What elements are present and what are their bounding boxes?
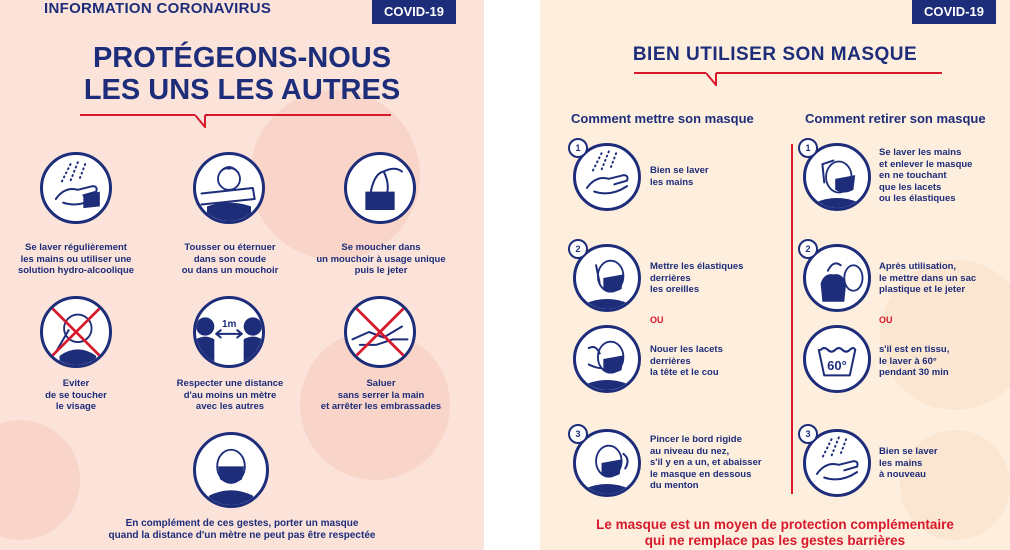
mask-laces-icon: [573, 325, 641, 393]
step-number: 2: [798, 239, 818, 259]
put-step-2a-text: Mettre les élastiques derrières les oreilles: [650, 261, 744, 295]
speech-bubble-tail: [706, 72, 728, 86]
step-number: 3: [568, 424, 588, 444]
right-poster: [540, 0, 1010, 550]
gesture-caption-1: Se laver régulièrement les mains ou utiliser une solution hydro-alcoolique: [17, 242, 135, 276]
remove-step-3-text: Bien se laver les mains à nouveau: [879, 446, 938, 480]
step-number: 1: [568, 138, 588, 158]
mask-recommendation: En complément de ces gestes, porter un masque quand la distance d'un mètre ne peut pas être respectée: [108, 518, 376, 541]
title-line-1: PROTÉGEONS-NOUS: [92, 42, 392, 74]
mask-warning: Le masque est un moyen de protection complémentaire qui ne remplace pas les gestes barrières: [596, 517, 954, 548]
cough-elbow-icon: [193, 152, 265, 224]
column-divider: [791, 144, 793, 494]
step-number: 3: [798, 424, 818, 444]
remove-step-2a-text: Après utilisation, le mettre dans un sac plastique et le jeter: [879, 261, 977, 295]
tissue-icon: [344, 152, 416, 224]
title-underline: [205, 114, 391, 116]
step-number: 2: [568, 239, 588, 259]
remove-step-1-text: Se laver les mains et enlever le masque en ne touchant que les lacets ou les élastiques: [879, 147, 973, 204]
gesture-caption-3: Se moucher dans un mouchoir à usage unique puis le jeter: [316, 242, 446, 276]
left-poster: [0, 0, 484, 550]
no-handshake-icon: [344, 296, 416, 368]
speech-bubble-tail: [195, 114, 217, 128]
gesture-caption-5: Respecter une distance d'au moins un mètre avec les autres: [176, 378, 284, 412]
distance-label: 1m: [222, 319, 237, 330]
put-step-1-text: Bien se laver les mains: [650, 165, 709, 188]
mask-poster-title: BIEN UTILISER SON MASQUE: [632, 44, 918, 65]
gesture-caption-6: Saluer sans serrer la main et arrêter les embrassades: [320, 378, 442, 412]
or-separator: OU: [650, 315, 664, 325]
wash-60-icon: [803, 325, 871, 393]
gesture-caption-2: Tousser ou éternuer dans son coude ou dans un mouchoir: [181, 242, 279, 276]
title-underline: [80, 114, 195, 116]
or-separator: OU: [879, 315, 893, 325]
title-line-2: LES UNS LES AUTRES: [83, 74, 401, 106]
title-underline: [716, 72, 942, 74]
poster-title: [0, 42, 484, 106]
gesture-caption-4: Eviter de se toucher le visage: [45, 378, 107, 412]
title-underline: [634, 72, 706, 74]
put-on-column-title: Comment mettre son masque: [571, 111, 754, 126]
distance-icon: [193, 296, 265, 368]
covid-tag: COVID-19: [372, 0, 456, 24]
remove-column-title: Comment retirer son masque: [805, 111, 986, 126]
put-step-2b-text: Nouer les lacets derrières la tête et le cou: [650, 344, 723, 378]
step-number: 1: [798, 138, 818, 158]
wash-temperature: 60°: [827, 358, 847, 373]
put-step-3-text: Pincer le bord rigide au niveau du nez, s'il y en a un, et abaisser le masque en dessous du menton: [650, 434, 762, 491]
poster-header: INFORMATION CORONAVIRUS: [44, 0, 272, 17]
no-face-touch-icon: [40, 296, 112, 368]
remove-step-2b-text: s'il est en tissu, le laver à 60° pendant 30 min: [879, 344, 950, 378]
masked-face-icon: [193, 432, 269, 508]
hand-wash-icon: [40, 152, 112, 224]
covid-tag: COVID-19: [912, 0, 996, 24]
